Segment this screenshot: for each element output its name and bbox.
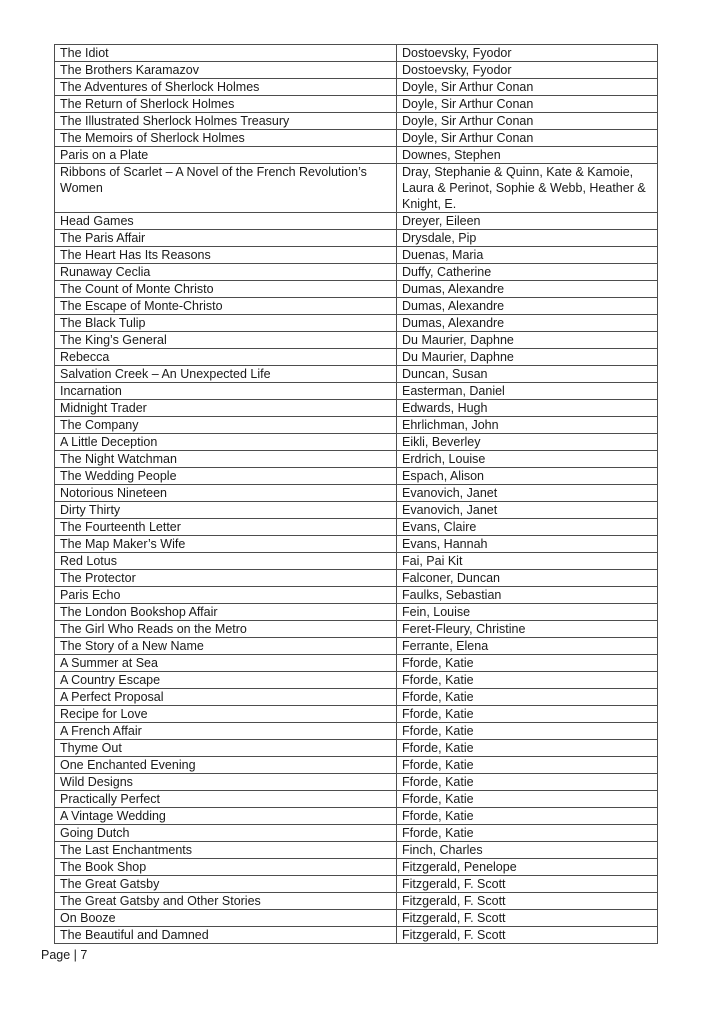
book-author-cell: Doyle, Sir Arthur Conan (397, 113, 658, 130)
table-row (55, 655, 658, 672)
book-author-cell: Fforde, Katie (397, 655, 658, 672)
table-row (55, 791, 658, 808)
book-title-cell: The Escape of Monte-Christo (55, 298, 397, 315)
book-author-cell: Evanovich, Janet (397, 485, 658, 502)
table-row (55, 417, 658, 434)
book-author-cell: Fforde, Katie (397, 808, 658, 825)
book-title-cell: Head Games (55, 213, 397, 230)
book-title-cell: The Brothers Karamazov (55, 62, 397, 79)
book-title-cell: Dirty Thirty (55, 502, 397, 519)
table-row (55, 79, 658, 96)
table-row (55, 315, 658, 332)
book-title-cell: Runaway Ceclia (55, 264, 397, 281)
book-title-cell: The Fourteenth Letter (55, 519, 397, 536)
table-row (55, 706, 658, 723)
book-author-cell: Fforde, Katie (397, 825, 658, 842)
book-author-cell: Duncan, Susan (397, 366, 658, 383)
book-title-cell: The Black Tulip (55, 315, 397, 332)
book-author-cell: Duffy, Catherine (397, 264, 658, 281)
book-author-cell: Fitzgerald, F. Scott (397, 893, 658, 910)
book-title-cell: The Girl Who Reads on the Metro (55, 621, 397, 638)
book-title-cell: The Heart Has Its Reasons (55, 247, 397, 264)
table-row (55, 689, 658, 706)
book-title-cell: Red Lotus (55, 553, 397, 570)
book-title-cell: The Great Gatsby and Other Stories (55, 893, 397, 910)
book-title-cell: Recipe for Love (55, 706, 397, 723)
table-row (55, 621, 658, 638)
book-title-cell: The Map Maker’s Wife (55, 536, 397, 553)
book-author-cell: Fforde, Katie (397, 740, 658, 757)
book-title-cell: Wild Designs (55, 774, 397, 791)
book-author-cell: Fitzgerald, F. Scott (397, 876, 658, 893)
book-title-cell: A Summer at Sea (55, 655, 397, 672)
book-author-cell: Finch, Charles (397, 842, 658, 859)
table-row (55, 927, 658, 944)
book-title-cell: A Country Escape (55, 672, 397, 689)
book-title-cell: The Illustrated Sherlock Holmes Treasury (55, 113, 397, 130)
table-row (55, 893, 658, 910)
book-author-cell: Doyle, Sir Arthur Conan (397, 96, 658, 113)
table-row (55, 876, 658, 893)
book-title-cell: One Enchanted Evening (55, 757, 397, 774)
book-title-cell: A French Affair (55, 723, 397, 740)
book-author-cell: Evans, Claire (397, 519, 658, 536)
book-title-cell: A Vintage Wedding (55, 808, 397, 825)
table-row (55, 757, 658, 774)
book-title-cell: The Idiot (55, 45, 397, 62)
book-author-cell: Dostoevsky, Fyodor (397, 62, 658, 79)
book-title-cell: The King’s General (55, 332, 397, 349)
book-title-cell: The Return of Sherlock Holmes (55, 96, 397, 113)
book-author-cell: Fforde, Katie (397, 689, 658, 706)
book-author-cell: Edwards, Hugh (397, 400, 658, 417)
table-row (55, 62, 658, 79)
book-title-cell: The Memoirs of Sherlock Holmes (55, 130, 397, 147)
book-title-cell: A Perfect Proposal (55, 689, 397, 706)
book-title-cell: The London Bookshop Affair (55, 604, 397, 621)
table-row (55, 213, 658, 230)
table-row (55, 247, 658, 264)
book-author-cell: Fforde, Katie (397, 672, 658, 689)
book-title-cell: Salvation Creek – An Unexpected Life (55, 366, 397, 383)
table-row (55, 281, 658, 298)
book-author-cell: Fforde, Katie (397, 757, 658, 774)
table-row (55, 519, 658, 536)
book-author-cell: Fai, Pai Kit (397, 553, 658, 570)
book-title-cell: Incarnation (55, 383, 397, 400)
table-row (55, 842, 658, 859)
book-author-cell: Dray, Stephanie & Quinn, Kate & Kamoie, Laura & Perinot, Sophie & Webb, Heather & Knight, E. (397, 164, 658, 213)
book-title-cell: The Beautiful and Damned (55, 927, 397, 944)
book-title-cell: The Last Enchantments (55, 842, 397, 859)
table-row (55, 45, 658, 62)
books-table-body (55, 45, 658, 944)
book-author-cell: Du Maurier, Daphne (397, 349, 658, 366)
book-author-cell: Easterman, Daniel (397, 383, 658, 400)
book-title-cell: The Great Gatsby (55, 876, 397, 893)
book-author-cell: Doyle, Sir Arthur Conan (397, 130, 658, 147)
books-table (54, 44, 658, 944)
table-row (55, 740, 658, 757)
book-title-cell: On Booze (55, 910, 397, 927)
book-title-cell: The Night Watchman (55, 451, 397, 468)
table-row (55, 825, 658, 842)
book-author-cell: Dreyer, Eileen (397, 213, 658, 230)
table-row (55, 366, 658, 383)
table-row (55, 349, 658, 366)
page-number-footer: Page | 7 (41, 948, 88, 962)
book-author-cell: Duenas, Maria (397, 247, 658, 264)
table-row (55, 147, 658, 164)
book-title-cell: Paris on a Plate (55, 147, 397, 164)
book-title-cell: Thyme Out (55, 740, 397, 757)
table-row (55, 264, 658, 281)
book-author-cell: Dostoevsky, Fyodor (397, 45, 658, 62)
table-row (55, 774, 658, 791)
table-row (55, 400, 658, 417)
book-title-cell: Rebecca (55, 349, 397, 366)
book-author-cell: Fforde, Katie (397, 774, 658, 791)
table-row (55, 164, 658, 213)
table-row (55, 587, 658, 604)
book-author-cell: Erdrich, Louise (397, 451, 658, 468)
book-title-cell: The Paris Affair (55, 230, 397, 247)
book-author-cell: Drysdale, Pip (397, 230, 658, 247)
book-author-cell: Du Maurier, Daphne (397, 332, 658, 349)
table-row (55, 96, 658, 113)
book-title-cell: The Wedding People (55, 468, 397, 485)
book-author-cell: Dumas, Alexandre (397, 298, 658, 315)
table-row (55, 808, 658, 825)
book-author-cell: Faulks, Sebastian (397, 587, 658, 604)
book-title-cell: The Protector (55, 570, 397, 587)
book-author-cell: Fein, Louise (397, 604, 658, 621)
book-title-cell: Practically Perfect (55, 791, 397, 808)
book-title-cell: A Little Deception (55, 434, 397, 451)
book-author-cell: Doyle, Sir Arthur Conan (397, 79, 658, 96)
table-row (55, 502, 658, 519)
table-row (55, 859, 658, 876)
book-author-cell: Fforde, Katie (397, 791, 658, 808)
table-row (55, 570, 658, 587)
table-row (55, 553, 658, 570)
book-author-cell: Evans, Hannah (397, 536, 658, 553)
book-title-cell: Notorious Nineteen (55, 485, 397, 502)
book-title-cell: Ribbons of Scarlet – A Novel of the French Revolution’s Women (55, 164, 397, 213)
book-author-cell: Ehrlichman, John (397, 417, 658, 434)
book-title-cell: The Count of Monte Christo (55, 281, 397, 298)
book-author-cell: Fforde, Katie (397, 723, 658, 740)
book-author-cell: Fitzgerald, F. Scott (397, 927, 658, 944)
table-row (55, 672, 658, 689)
book-title-cell: The Book Shop (55, 859, 397, 876)
book-title-cell: Paris Echo (55, 587, 397, 604)
book-title-cell: Midnight Trader (55, 400, 397, 417)
book-author-cell: Falconer, Duncan (397, 570, 658, 587)
table-row (55, 468, 658, 485)
book-author-cell: Dumas, Alexandre (397, 281, 658, 298)
table-row (55, 604, 658, 621)
book-author-cell: Espach, Alison (397, 468, 658, 485)
book-author-cell: Downes, Stephen (397, 147, 658, 164)
book-author-cell: Ferrante, Elena (397, 638, 658, 655)
table-row (55, 910, 658, 927)
book-title-cell: Going Dutch (55, 825, 397, 842)
table-row (55, 638, 658, 655)
book-author-cell: Evanovich, Janet (397, 502, 658, 519)
table-row (55, 723, 658, 740)
table-row (55, 332, 658, 349)
book-author-cell: Fitzgerald, Penelope (397, 859, 658, 876)
table-row (55, 298, 658, 315)
table-row (55, 451, 658, 468)
book-author-cell: Dumas, Alexandre (397, 315, 658, 332)
table-row (55, 485, 658, 502)
book-author-cell: Eikli, Beverley (397, 434, 658, 451)
book-author-cell: Fitzgerald, F. Scott (397, 910, 658, 927)
book-title-cell: The Adventures of Sherlock Holmes (55, 79, 397, 96)
table-row (55, 113, 658, 130)
book-author-cell: Fforde, Katie (397, 706, 658, 723)
table-row (55, 536, 658, 553)
book-title-cell: The Company (55, 417, 397, 434)
book-author-cell: Feret-Fleury, Christine (397, 621, 658, 638)
book-title-cell: The Story of a New Name (55, 638, 397, 655)
table-row (55, 434, 658, 451)
table-row (55, 383, 658, 400)
table-row (55, 230, 658, 247)
table-row (55, 130, 658, 147)
